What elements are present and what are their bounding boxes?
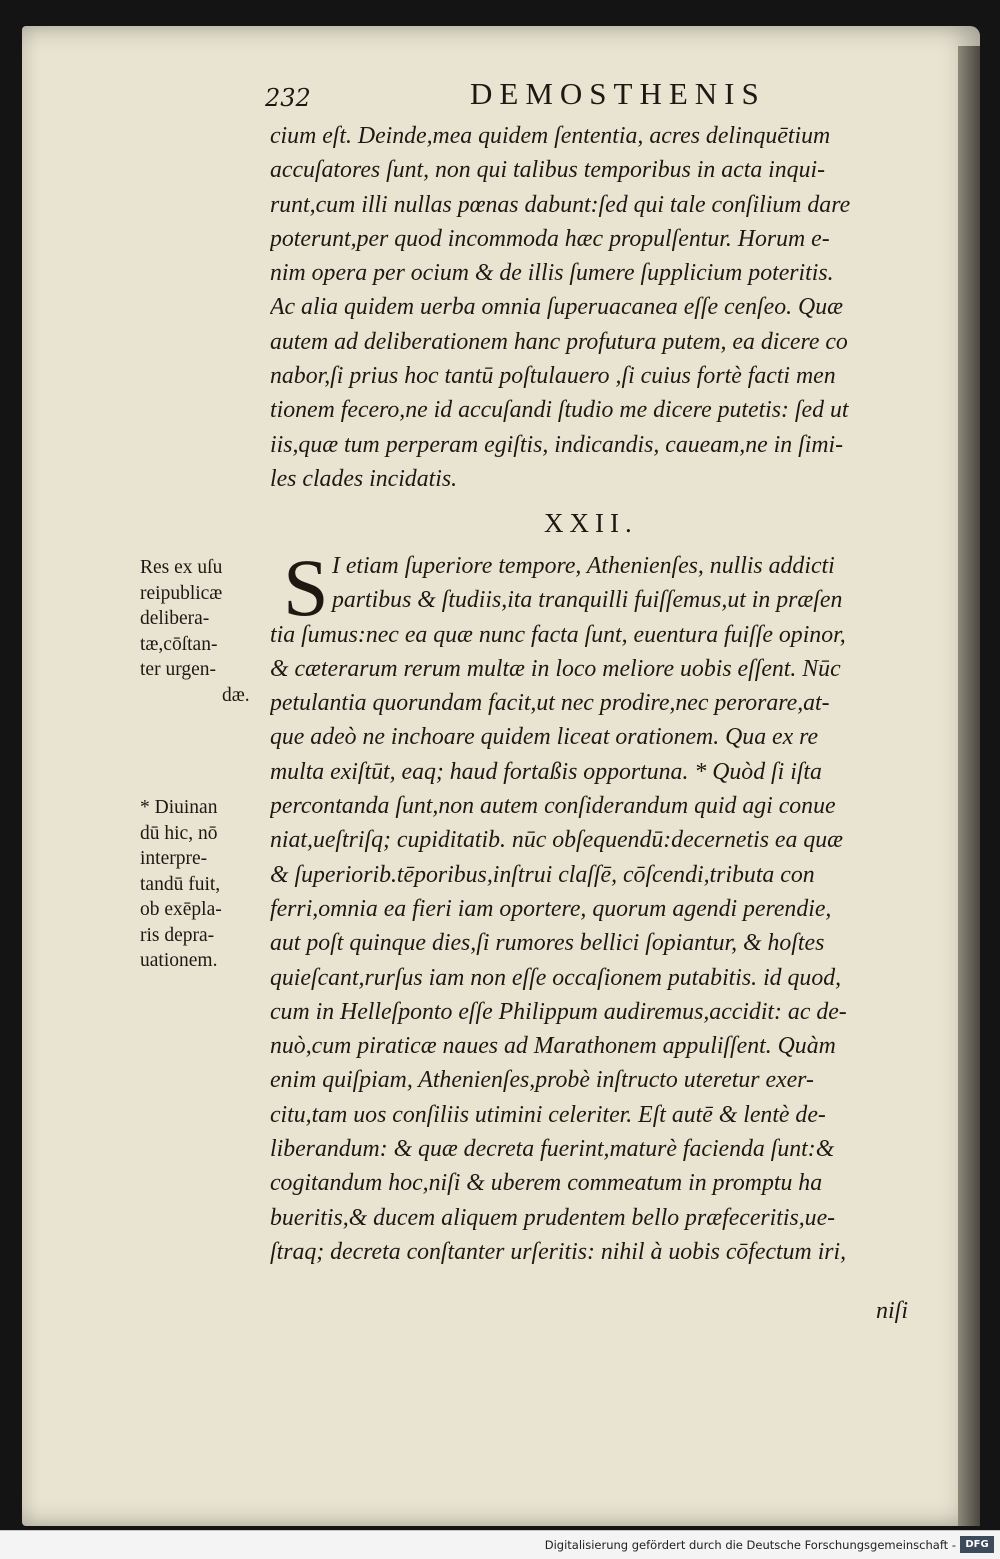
text-line: iis,quæ tum perperam egiſtis, indicandis, caueam,ne in ſimi- bbox=[270, 431, 844, 458]
text-line: & cæterarum rerum multæ in loco meliore uobis eſſent. Nūc bbox=[270, 655, 841, 682]
text-line: les clades incidatis. bbox=[270, 465, 458, 492]
margin-note-1 bbox=[140, 555, 270, 708]
text-line: enim quiſpiam, Athenienſes,probè inſtructo uteretur exer- bbox=[270, 1067, 814, 1094]
margin-note-2 bbox=[140, 795, 270, 974]
text-line: nuò,cum piraticæ naues ad Marathonem appuliſſent. Quàm bbox=[270, 1033, 836, 1060]
text-line: bueritis,& ducem aliquem prudentem bello præfeceritis,ue- bbox=[270, 1204, 836, 1231]
section-heading: XXII. bbox=[544, 508, 638, 538]
margin-note-line: delibera- bbox=[140, 608, 210, 629]
catchword: niſi bbox=[876, 1298, 909, 1324]
text-line: poterunt,per quod incommoda hæc propulſentur. Horum e- bbox=[270, 225, 830, 252]
margin-note-line: uationem. bbox=[140, 950, 218, 971]
text-line: que adeò ne inchoare quidem liceat orationem. Qua ex re bbox=[270, 724, 819, 751]
text-line: partibus & ſtudiis,ita tranquilli fuiſſemus,ut in præſen bbox=[332, 587, 843, 614]
margin-note-line: tæ,cōſtan- bbox=[140, 633, 218, 655]
text-line: liberandum: & quæ decreta fuerint,maturè facienda ſunt:& bbox=[270, 1136, 835, 1163]
text-line: ferri,omnia ea fieri iam oportere, quorum agendi perendie, bbox=[270, 895, 832, 922]
text-line: tionem fecero,ne id accuſandi ſtudio me dicere putetis: ſed ut bbox=[270, 397, 849, 424]
text-line: cogitandum hoc,niſi & uberem commeatum in promptu ha bbox=[270, 1170, 823, 1197]
text-line: ſtraq; decreta conſtanter urſeritis: nihil à uobis cōfectum iri, bbox=[270, 1238, 847, 1265]
text-line: tia ſumus:nec ea quæ nunc facta ſunt, euentura fuiſſe opinor, bbox=[270, 621, 846, 648]
text-line: percontanda ſunt,non autem conſiderandum quid agi conue bbox=[270, 793, 836, 820]
margin-note-line: tandū fuit, bbox=[140, 873, 221, 895]
footer-credit: Digitalisierung gefördert durch die Deutsche Forschungsgemeinschaft - bbox=[544, 1538, 956, 1552]
text-line: & ſuperiorib.tēporibus,inſtrui claſſē, cōſcendi,tributa con bbox=[270, 861, 815, 888]
text-line: quieſcant,rurſus iam non eſſe occaſionem putabitis. id quod, bbox=[270, 964, 842, 991]
text-line: Ac alia quidem uerba omnia ſuperuacanea eſſe cenſeo. Quæ bbox=[270, 294, 843, 321]
text-line: accuſatores ſunt, non qui talibus temporibus in acta inqui- bbox=[270, 157, 826, 184]
text-line: citu,tam uos conſiliis utimini celeriter. Eſt autē & lentè de- bbox=[270, 1101, 826, 1128]
margin-note-line: ris depra- bbox=[140, 924, 215, 946]
page-header bbox=[265, 76, 925, 122]
text-line: multa exiſtūt, eaq; haud fortaßis opportuna. * Quòd ſi iſta bbox=[270, 758, 822, 785]
text-line: runt,cum illi nullas pœnas dabunt:ſed qui tale conſilium dare bbox=[270, 191, 851, 218]
margin-note-line: reipublicæ bbox=[140, 582, 223, 604]
margin-note-line: interpre- bbox=[140, 848, 208, 869]
text-line: cium eſt. Deinde,mea quidem ſententia, acres delinquētium bbox=[270, 123, 831, 149]
text-line: petulantia quorundam facit,ut nec prodire,nec perorare,at- bbox=[270, 690, 830, 717]
margin-note-line: dæ. bbox=[222, 684, 250, 706]
text-line: cum in Helleſponto eſſe Philippum audiremus,accidit: ac de- bbox=[270, 998, 847, 1025]
margin-note-line: * Diuinan bbox=[140, 797, 218, 818]
margin-note-line: ter urgen- bbox=[140, 659, 216, 680]
margin-note-line: Res ex uſu bbox=[140, 557, 223, 578]
page-edge bbox=[958, 46, 980, 1526]
text-line: aut poſt quinque dies,ſi rumores bellici ſopiantur, & hoſtes bbox=[270, 930, 825, 957]
body-text-part1 bbox=[270, 119, 930, 496]
text-line: nabor,ſi prius hoc tantū poſtulauero ,ſi cuius fortè facti men bbox=[270, 363, 836, 390]
text-line: I etiam ſuperiore tempore, Athenienſes, nullis addicti bbox=[332, 553, 835, 579]
footer-bar bbox=[0, 1530, 1000, 1559]
text-line: nim opera per ocium & de illis ſumere ſupplicium poteritis. bbox=[270, 260, 834, 287]
dfg-logo[interactable]: DFG bbox=[960, 1536, 994, 1553]
page-number: 232 bbox=[265, 84, 311, 112]
margin-note-line: dū hic, nō bbox=[140, 822, 218, 844]
drop-cap: S bbox=[283, 542, 329, 633]
running-head: DEMOSTHENIS bbox=[470, 76, 766, 111]
text-line: autem ad deliberationem hanc profutura putem, ea dicere co bbox=[270, 328, 848, 355]
text-line: niat,ueſtriſq; cupiditatib. nūc obſequendū:decernetis ea quæ bbox=[270, 827, 843, 854]
body-text-part2 bbox=[270, 542, 930, 1269]
margin-note-line: ob exēpla- bbox=[140, 899, 222, 920]
